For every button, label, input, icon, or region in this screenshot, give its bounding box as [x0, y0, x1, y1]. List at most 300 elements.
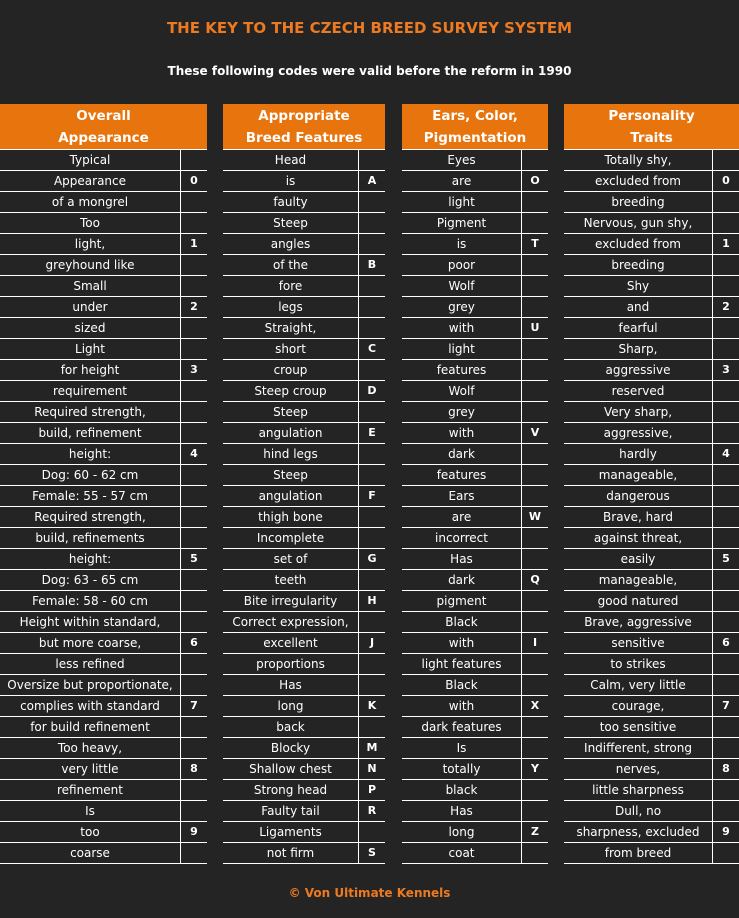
- trait-description: Wolf: [448, 384, 475, 398]
- trait-description: very little: [61, 762, 119, 776]
- table-row: [223, 696, 385, 717]
- table-row: [564, 822, 739, 843]
- table-row: [0, 528, 207, 549]
- table-row: [223, 423, 385, 444]
- trait-description: reserved: [611, 384, 665, 398]
- table-row: [0, 171, 207, 192]
- trait-description: angles: [270, 237, 311, 251]
- survey-code: [180, 738, 207, 758]
- table-row: [402, 192, 548, 213]
- table-row: [223, 444, 385, 465]
- trait-description: too: [80, 825, 100, 839]
- table-row: [223, 654, 385, 675]
- survey-code: [180, 423, 207, 443]
- trait-description: little sharpness: [592, 783, 684, 797]
- trait-description: Head: [274, 153, 307, 167]
- table-row: [0, 654, 207, 675]
- column-header-line: Overall: [76, 108, 131, 124]
- survey-code: [521, 255, 548, 275]
- table-row: [564, 696, 739, 717]
- table-row: [0, 381, 207, 402]
- survey-code: [712, 780, 739, 800]
- trait-description: Ears: [448, 489, 475, 503]
- table-row: [0, 675, 207, 696]
- table-row: [564, 255, 739, 276]
- table-row: [402, 234, 548, 255]
- survey-code: [712, 402, 739, 422]
- table-row: [0, 255, 207, 276]
- table-row: [564, 654, 739, 675]
- survey-code: [180, 717, 207, 737]
- survey-code: [521, 843, 548, 863]
- trait-description: Black: [445, 678, 478, 692]
- trait-description: dark: [448, 573, 475, 587]
- trait-description: build, refinements: [35, 531, 145, 545]
- survey-code: [180, 507, 207, 527]
- column-header-line: Appearance: [58, 130, 149, 146]
- table-row: [564, 675, 739, 696]
- survey-code: 0: [180, 171, 207, 191]
- table-row: [564, 612, 739, 633]
- table-row: [402, 549, 548, 570]
- trait-description: complies with standard: [20, 699, 160, 713]
- survey-code: [180, 339, 207, 359]
- table-row: [564, 234, 739, 255]
- trait-description: Height within standard,: [19, 615, 161, 629]
- survey-code: 9: [712, 822, 739, 842]
- trait-description: excluded from: [595, 237, 681, 251]
- survey-code: [180, 192, 207, 212]
- trait-description: is: [285, 174, 296, 188]
- survey-code: Y: [521, 759, 548, 779]
- survey-code: 5: [180, 549, 207, 569]
- trait-description: manageable,: [598, 573, 678, 587]
- table-row: [0, 696, 207, 717]
- trait-description: Female: 58 - 60 cm: [32, 594, 148, 608]
- table-row: [402, 654, 548, 675]
- trait-description: Brave, aggressive: [584, 615, 692, 629]
- trait-description: Steep croup: [254, 384, 327, 398]
- trait-description: proportions: [256, 657, 325, 671]
- table-row: [402, 318, 548, 339]
- survey-code: A: [358, 171, 385, 191]
- column-personality-traits: [564, 104, 739, 864]
- table-row: [564, 171, 739, 192]
- survey-code: [180, 402, 207, 422]
- column-header-line: Pigmentation: [423, 130, 527, 146]
- survey-code: [358, 528, 385, 548]
- survey-code: 6: [180, 633, 207, 653]
- survey-code: O: [521, 171, 548, 191]
- trait-description: less refined: [55, 657, 125, 671]
- trait-description: nerves,: [615, 762, 661, 776]
- survey-code: [358, 150, 385, 170]
- table-row: [402, 360, 548, 381]
- survey-code: [712, 675, 739, 695]
- trait-description: Has: [450, 804, 473, 818]
- trait-description: light,: [74, 237, 106, 251]
- survey-code: 3: [180, 360, 207, 380]
- table-row: [564, 591, 739, 612]
- survey-code: [712, 528, 739, 548]
- survey-code: [712, 339, 739, 359]
- survey-code: [712, 213, 739, 233]
- trait-description: incorrect: [435, 531, 488, 545]
- table-row: [223, 150, 385, 171]
- trait-description: to strikes: [610, 657, 666, 671]
- trait-description: and: [626, 300, 650, 314]
- trait-description: hind legs: [263, 447, 318, 461]
- table-row: [223, 759, 385, 780]
- table-row: [402, 444, 548, 465]
- survey-code: [180, 255, 207, 275]
- trait-description: Calm, very little: [590, 678, 686, 692]
- table-row: [564, 444, 739, 465]
- page-title: THE KEY TO THE CZECH BREED SURVEY SYSTEM: [166, 19, 573, 37]
- table-row: [223, 402, 385, 423]
- trait-description: light: [448, 195, 475, 209]
- table-row: [223, 486, 385, 507]
- trait-description: legs: [278, 300, 303, 314]
- table-row: [564, 276, 739, 297]
- survey-code: [521, 465, 548, 485]
- survey-code: K: [358, 696, 385, 716]
- survey-code: [180, 465, 207, 485]
- trait-description: long: [277, 699, 304, 713]
- survey-code: D: [358, 381, 385, 401]
- table-row: [223, 507, 385, 528]
- survey-code: [712, 465, 739, 485]
- trait-description: with: [448, 699, 475, 713]
- trait-description: Required strength,: [34, 405, 146, 419]
- survey-code: [521, 780, 548, 800]
- table-row: [402, 465, 548, 486]
- trait-description: Faulty tail: [261, 804, 320, 818]
- survey-code: [180, 276, 207, 296]
- trait-description: coarse: [70, 846, 110, 860]
- survey-code: [521, 360, 548, 380]
- table-row: [402, 381, 548, 402]
- trait-description: grey: [448, 300, 475, 314]
- column-header-line: Traits: [630, 130, 673, 146]
- table-row: [223, 612, 385, 633]
- trait-description: pigment: [436, 594, 487, 608]
- trait-description: Dog: 63 - 65 cm: [41, 573, 139, 587]
- survey-code: [180, 675, 207, 695]
- trait-description: good natured: [597, 594, 679, 608]
- table-row: [0, 276, 207, 297]
- survey-code: [521, 675, 548, 695]
- table-row: [564, 507, 739, 528]
- trait-description: Is: [456, 741, 467, 755]
- trait-description: height:: [68, 552, 112, 566]
- table-row: [564, 465, 739, 486]
- trait-description: hardly: [619, 447, 657, 461]
- table-row: [564, 528, 739, 549]
- table-row: [402, 213, 548, 234]
- survey-code: 7: [180, 696, 207, 716]
- table-row: [564, 570, 739, 591]
- trait-description: Black: [445, 615, 478, 629]
- survey-code: [358, 675, 385, 695]
- survey-code: [180, 213, 207, 233]
- trait-description: long: [448, 825, 475, 839]
- survey-code: J: [358, 633, 385, 653]
- trait-description: sized: [74, 321, 106, 335]
- table-row: [0, 549, 207, 570]
- survey-code: [180, 801, 207, 821]
- trait-description: dangerous: [606, 489, 670, 503]
- survey-code: E: [358, 423, 385, 443]
- survey-code: [358, 507, 385, 527]
- table-row: [564, 780, 739, 801]
- trait-description: of the: [272, 258, 309, 272]
- trait-description: fearful: [618, 321, 658, 335]
- survey-code: Z: [521, 822, 548, 842]
- code-table: [564, 149, 739, 864]
- table-row: [0, 486, 207, 507]
- survey-code: [521, 549, 548, 569]
- trait-description: Ligaments: [259, 825, 322, 839]
- table-row: [402, 591, 548, 612]
- survey-code: 1: [712, 234, 739, 254]
- table-row: [223, 381, 385, 402]
- trait-description: coat: [448, 846, 475, 860]
- page-subtitle: These following codes were valid before the reform in 1990: [167, 64, 572, 78]
- trait-description: Very sharp,: [603, 405, 673, 419]
- column-header-line: Personality: [608, 108, 695, 124]
- survey-code: [521, 402, 548, 422]
- trait-description: not firm: [266, 846, 315, 860]
- trait-description: Dog: 60 - 62 cm: [41, 468, 139, 482]
- survey-code: 3: [712, 360, 739, 380]
- trait-description: set of: [273, 552, 308, 566]
- trait-description: against threat,: [593, 531, 683, 545]
- trait-description: too sensitive: [599, 720, 677, 734]
- trait-description: courage,: [611, 699, 665, 713]
- survey-code: 2: [180, 297, 207, 317]
- survey-code: [712, 381, 739, 401]
- survey-code: [180, 843, 207, 863]
- table-row: [402, 696, 548, 717]
- code-table: [223, 149, 385, 864]
- table-row: [564, 192, 739, 213]
- column-overall-appearance: [0, 104, 207, 864]
- trait-description: Sharp,: [618, 342, 658, 356]
- table-row: [402, 486, 548, 507]
- table-row: [223, 633, 385, 654]
- survey-code: [521, 381, 548, 401]
- table-row: [0, 801, 207, 822]
- table-row: [0, 780, 207, 801]
- survey-code: [712, 255, 739, 275]
- survey-code: [712, 591, 739, 611]
- trait-description: Required strength,: [34, 510, 146, 524]
- survey-code: [180, 381, 207, 401]
- survey-code: 8: [712, 759, 739, 779]
- trait-description: Indifferent, strong: [584, 741, 692, 755]
- code-table: [0, 149, 207, 864]
- column-header: [223, 104, 385, 149]
- table-row: [223, 213, 385, 234]
- table-row: [402, 276, 548, 297]
- trait-description: of a mongrel: [51, 195, 129, 209]
- trait-description: sharpness, excluded: [576, 825, 700, 839]
- table-row: [402, 255, 548, 276]
- table-row: [402, 612, 548, 633]
- survey-code: [521, 213, 548, 233]
- table-row: [564, 738, 739, 759]
- table-row: [564, 213, 739, 234]
- table-row: [0, 234, 207, 255]
- table-row: [402, 780, 548, 801]
- table-row: [564, 381, 739, 402]
- table-row: [564, 759, 739, 780]
- survey-code: 0: [712, 171, 739, 191]
- trait-description: grey: [448, 405, 475, 419]
- survey-code: [180, 486, 207, 506]
- survey-code: [712, 654, 739, 674]
- trait-description: aggressive: [605, 363, 671, 377]
- trait-description: totally: [442, 762, 481, 776]
- survey-code: F: [358, 486, 385, 506]
- survey-code: W: [521, 507, 548, 527]
- trait-description: under: [72, 300, 108, 314]
- survey-code: [521, 591, 548, 611]
- table-row: [223, 465, 385, 486]
- table-row: [0, 843, 207, 864]
- table-row: [564, 717, 739, 738]
- survey-code: 1: [180, 234, 207, 254]
- table-row: [0, 822, 207, 843]
- table-row: [223, 801, 385, 822]
- table-row: [402, 633, 548, 654]
- survey-code: [521, 801, 548, 821]
- column-header-line: Ears, Color,: [432, 108, 518, 124]
- trait-description: faulty: [273, 195, 308, 209]
- table-row: [402, 423, 548, 444]
- table-row: [223, 717, 385, 738]
- survey-code: R: [358, 801, 385, 821]
- column-header: [402, 104, 548, 149]
- column-header: [564, 104, 739, 149]
- trait-description: Brave, hard: [603, 510, 673, 524]
- survey-code: [358, 192, 385, 212]
- survey-code: [358, 654, 385, 674]
- column-appropriate-breed-features: [223, 104, 385, 864]
- survey-code: [180, 570, 207, 590]
- survey-code: [712, 150, 739, 170]
- trait-description: Steep: [273, 468, 308, 482]
- survey-code: [358, 213, 385, 233]
- trait-description: Nervous, gun shy,: [583, 216, 693, 230]
- trait-description: Oversize but proportionate,: [7, 678, 173, 692]
- table-row: [564, 339, 739, 360]
- survey-code: T: [521, 234, 548, 254]
- trait-description: Steep: [273, 405, 308, 419]
- trait-description: Straight,: [264, 321, 317, 335]
- trait-description: from breed: [604, 846, 672, 860]
- table-row: [0, 318, 207, 339]
- trait-description: Eyes: [447, 153, 476, 167]
- trait-description: Blocky: [270, 741, 311, 755]
- trait-description: Shallow chest: [249, 762, 332, 776]
- survey-code: [712, 486, 739, 506]
- trait-description: excluded from: [595, 174, 681, 188]
- trait-description: but more coarse,: [38, 636, 142, 650]
- survey-code: [180, 612, 207, 632]
- survey-code: [712, 570, 739, 590]
- table-row: [402, 507, 548, 528]
- table-row: [564, 297, 739, 318]
- survey-code: [358, 570, 385, 590]
- table-row: [402, 717, 548, 738]
- survey-code: [521, 486, 548, 506]
- table-row: [402, 339, 548, 360]
- table-row: [0, 423, 207, 444]
- survey-code: H: [358, 591, 385, 611]
- survey-code: [521, 297, 548, 317]
- table-row: [223, 780, 385, 801]
- table-row: [0, 465, 207, 486]
- table-row: [402, 402, 548, 423]
- code-table: [402, 149, 548, 864]
- table-row: [564, 150, 739, 171]
- table-row: [564, 423, 739, 444]
- trait-description: for height: [60, 363, 120, 377]
- survey-code: [521, 654, 548, 674]
- table-row: [223, 591, 385, 612]
- table-row: [223, 738, 385, 759]
- survey-code: [712, 738, 739, 758]
- trait-description: Strong head: [253, 783, 328, 797]
- table-row: [223, 192, 385, 213]
- trait-description: Dull, no: [614, 804, 662, 818]
- trait-description: height:: [68, 447, 112, 461]
- survey-code: G: [358, 549, 385, 569]
- table-row: [402, 150, 548, 171]
- survey-code: [712, 192, 739, 212]
- survey-code: 4: [712, 444, 739, 464]
- table-row: [223, 675, 385, 696]
- survey-code: [180, 318, 207, 338]
- trait-description: light features: [421, 657, 502, 671]
- table-row: [223, 171, 385, 192]
- survey-code: I: [521, 633, 548, 653]
- trait-description: Incomplete: [256, 531, 325, 545]
- column-header: [0, 104, 207, 149]
- table-row: [0, 192, 207, 213]
- trait-description: Is: [85, 804, 95, 818]
- survey-code: M: [358, 738, 385, 758]
- survey-code: [358, 444, 385, 464]
- trait-description: build, refinement: [38, 426, 142, 440]
- survey-code: [358, 360, 385, 380]
- table-row: [0, 507, 207, 528]
- survey-code: [712, 717, 739, 737]
- survey-code: X: [521, 696, 548, 716]
- survey-code: [712, 423, 739, 443]
- trait-description: are: [451, 174, 472, 188]
- survey-code: [358, 297, 385, 317]
- trait-description: light: [448, 342, 475, 356]
- trait-description: Totally shy,: [604, 153, 672, 167]
- survey-code: [180, 780, 207, 800]
- survey-code: [712, 843, 739, 863]
- trait-description: teeth: [274, 573, 307, 587]
- trait-description: Shy: [626, 279, 650, 293]
- table-row: [564, 318, 739, 339]
